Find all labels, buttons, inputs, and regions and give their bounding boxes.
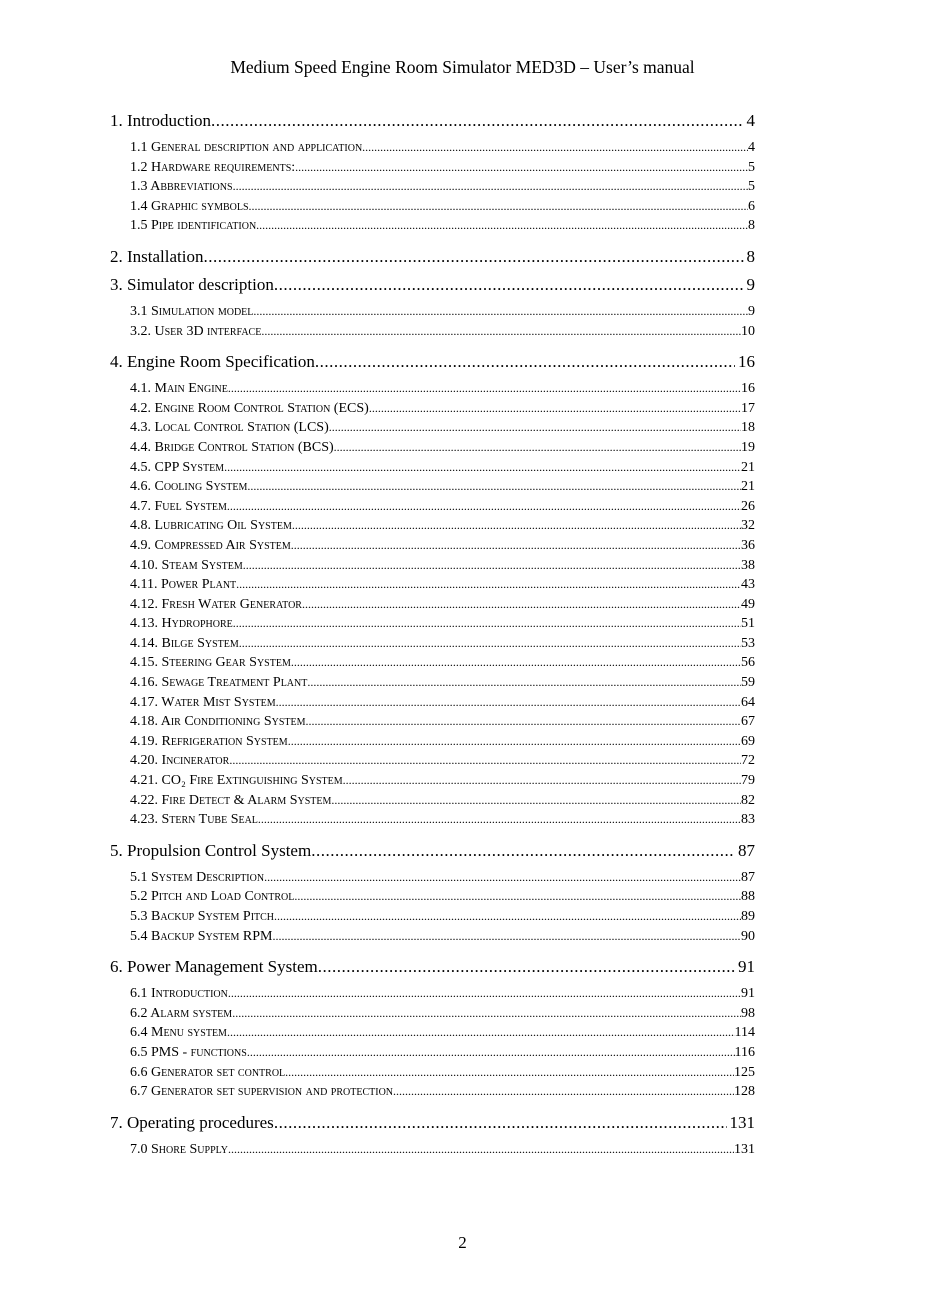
toc-entry-title: 4.19. Refrigeration System [130,733,288,749]
toc-entry-page: 91 [738,957,755,977]
toc-entry-page: 125 [734,1064,755,1080]
toc-entry-title: 1.3 Abbreviations [130,179,233,195]
toc-entry-title: 7. Operating procedures [110,1112,274,1132]
toc-entry-page: 98 [741,1005,755,1021]
toc-entry-page: 59 [741,675,755,691]
toc-entry-title: 6.1 Introduction [130,986,228,1002]
toc-section[interactable] [110,246,755,268]
dot-leader [239,634,741,654]
toc-entry-page: 131 [729,1112,755,1132]
toc-entry-title: 3. Simulator description [110,274,274,294]
dot-leader [233,614,741,634]
toc-entry-page: 82 [741,792,755,808]
toc-subsection[interactable] [130,302,755,322]
toc-entry-title: 4.21. CO₂ Fire Extinguishing System [130,773,343,789]
toc-entry-page: 114 [734,1025,755,1041]
toc-entry-page: 5 [748,179,755,195]
toc-section[interactable] [110,1112,755,1134]
toc-entry-title: 6. Power Management System [110,957,318,977]
section-gap [110,946,755,950]
toc-subsection[interactable] [130,379,755,399]
dot-leader [203,246,743,268]
toc-subsection[interactable] [130,1023,755,1043]
toc-entry-page: 21 [741,479,755,495]
toc-entry-page: 26 [741,498,755,514]
toc-section[interactable] [110,274,755,296]
dot-leader [291,536,741,556]
toc-subsection[interactable] [130,418,755,438]
toc-entry-page: 16 [741,381,755,397]
toc-subsection[interactable] [130,536,755,556]
toc-entry-page: 51 [741,616,755,632]
toc-entry-page: 4 [746,111,755,130]
dot-leader [256,216,748,236]
toc-subsection[interactable] [130,712,755,732]
toc-entry-page: 10 [741,323,755,339]
toc-entry-page: 91 [741,986,755,1002]
toc-subsection[interactable] [130,177,755,197]
toc-subsection[interactable] [130,438,755,458]
toc-entry-page: 49 [741,596,755,612]
toc-section[interactable] [110,351,755,373]
toc-subsection[interactable] [130,197,755,217]
section-gap [110,830,755,834]
toc-subsection[interactable] [130,1063,755,1083]
dot-leader [315,351,735,373]
toc-entry-title: 4.1. Main Engine [130,381,228,397]
toc-entry-title: 4.5. CPP System [130,459,225,475]
toc-entry-title: 6.6 Generator set control [130,1064,286,1080]
toc-entry-title: 2. Installation [110,246,204,266]
toc-entry-title: 6.4 Menu system [130,1025,227,1041]
toc-entry-title: 5.3 Backup System Pitch [130,909,275,924]
toc-subsection[interactable] [130,810,755,830]
dot-leader [224,458,741,478]
dot-leader [274,1112,727,1134]
toc-entry-title: 1.1 General description and application [130,140,363,155]
toc-entry-page: 83 [741,812,755,828]
toc-entry-title: 4.12. Fresh Water Generator [130,596,302,612]
toc-entry-page: 21 [741,459,755,475]
toc-subsection[interactable] [130,458,755,478]
toc-subsection[interactable] [130,653,755,673]
toc-subsection[interactable] [130,984,755,1004]
dot-leader [306,712,741,732]
toc-entry-page: 53 [741,635,755,651]
toc-entry-title: 5.4 Backup System RPM [130,928,273,944]
toc-entry-title: 4.22. Fire Detect & Alarm System [130,792,332,808]
dot-leader [253,302,748,322]
dot-leader [243,556,741,576]
dot-leader [247,1043,735,1063]
toc-entry-page: 79 [741,773,755,789]
dot-leader [285,1063,734,1083]
toc-subsection[interactable] [130,693,755,713]
table-of-contents [110,110,755,1163]
toc-entry-title: 4.17. Water Mist System [130,694,276,710]
toc-entry-title: 3.2. User 3D interface [130,323,262,339]
toc-entry-page: 64 [741,694,755,710]
dot-leader [393,1082,734,1102]
dot-leader [227,497,741,517]
dot-leader [343,771,741,791]
toc-entry-page: 19 [741,439,755,455]
toc-subsection[interactable] [130,516,755,536]
toc-entry-page: 43 [741,577,755,593]
toc-entry-title: 1. Introduction [110,111,212,130]
toc-entry-page: 90 [741,928,755,944]
toc-entry-title: 4.10. Steam System [130,557,243,573]
dot-leader [291,653,741,673]
toc-subsection[interactable] [130,138,755,158]
toc-entry-page: 67 [741,714,755,730]
toc-subsection[interactable] [130,771,755,791]
toc-entry-title: 5.1 System Description [130,869,265,885]
section-gap [110,1102,755,1106]
dot-leader [228,1140,734,1160]
toc-entry-page: 131 [734,1141,755,1157]
toc-entry-title: 4.8. Lubricating Oil System [130,518,292,534]
dot-leader [249,197,748,217]
toc-subsection[interactable] [130,322,755,342]
dot-leader [362,138,748,158]
toc-subsection[interactable] [130,868,755,888]
dot-leader [236,575,741,595]
toc-entry-title: 5.2 Pitch and Load Control [130,889,295,905]
dot-leader [232,1004,741,1024]
toc-section[interactable] [110,956,755,978]
dot-leader [272,927,741,947]
toc-subsection[interactable] [130,477,755,497]
toc-subsection[interactable] [130,732,755,752]
toc-entry-title: 5. Propulsion Control System [110,840,312,860]
toc-entry-page: 17 [741,400,755,416]
dot-leader [228,984,741,1004]
toc-entry-title: 1.5 Pipe identification [130,218,257,234]
toc-entry-page: 87 [738,840,755,860]
toc-entry-page: 56 [741,655,755,671]
toc-entry-page: 5 [748,159,755,175]
toc-entry-page: 36 [741,537,755,553]
dot-leader [318,956,735,978]
toc-entry-title: 6.7 Generator set supervision and protection [130,1084,394,1100]
toc-subsection[interactable] [130,634,755,654]
toc-subsection[interactable] [130,216,755,236]
toc-entry-page: 38 [741,557,755,573]
toc-subsection[interactable] [130,673,755,693]
dot-leader [292,516,741,536]
dot-leader [307,673,741,693]
dot-leader [334,438,741,458]
dot-leader [274,274,744,296]
toc-subsection[interactable] [130,497,755,517]
toc-entry-title: 1.4 Graphic symbols [130,198,249,214]
toc-entry-title: 6.5 PMS - functions [130,1044,247,1060]
toc-entry-title: 4.16. Sewage Treatment Plant [130,675,308,691]
toc-entry-page: 18 [741,420,755,436]
dot-leader [227,1023,735,1043]
toc-entry-title: 7.0 Shore Supply [130,1141,228,1157]
toc-entry-title: 4.11. Power Plant [130,577,237,593]
toc-entry-page: 4 [748,140,755,155]
dot-leader [331,791,741,811]
section-gap [110,341,755,345]
dot-leader [247,477,741,497]
toc-subsection[interactable] [130,927,755,947]
toc-subsection[interactable] [130,791,755,811]
toc-entry-title: 4.18. Air Conditioning System [130,714,306,730]
dot-leader [329,418,741,438]
toc-entry-title: 4.4. Bridge Control Station (BCS) [130,439,334,455]
toc-entry-title: 4.13. Hydrophore [130,616,233,632]
toc-entry-title: 4.20. Incinerator [130,753,230,769]
toc-section[interactable] [110,110,755,132]
toc-subsection[interactable] [130,595,755,615]
toc-entry-title: 4.14. Bilge System [130,635,239,651]
page-header: Medium Speed Engine Room Simulator MED3D – User’s manual [230,57,695,77]
dot-leader [274,907,741,927]
toc-subsection[interactable] [130,907,755,927]
toc-subsection[interactable] [130,1043,755,1063]
toc-entry-title: 4.3. Local Control Station (LCS) [130,420,329,436]
section-gap [110,236,755,240]
dot-leader [264,868,741,888]
dot-leader [258,810,741,830]
toc-entry-title: 4.7. Fuel System [130,498,227,514]
toc-subsection[interactable] [130,1082,755,1102]
toc-entry-page: 16 [738,352,755,372]
toc-subsection[interactable] [130,614,755,634]
toc-entry-page: 116 [734,1044,755,1060]
dot-leader [295,158,748,178]
toc-section[interactable] [110,840,755,862]
toc-entry-title: 4.15. Steering Gear System [130,655,291,671]
toc-subsection[interactable] [130,575,755,595]
toc-entry-title: 4.9. Compressed Air System [130,537,291,553]
dot-leader [211,110,743,132]
page-number: 2 [458,1233,467,1252]
dot-leader [276,693,741,713]
dot-leader [369,399,741,419]
toc-subsection[interactable] [130,751,755,771]
dot-leader [233,177,748,197]
toc-subsection[interactable] [130,1140,755,1160]
toc-entry-page: 88 [741,889,755,905]
toc-entry-title: 1.2 Hardware requirements: [130,159,296,175]
toc-entry-page: 6 [748,198,755,214]
toc-entry-page: 8 [746,246,755,266]
toc-entry-title: 3.1 Simulation model [130,303,254,319]
dot-leader [294,887,741,907]
toc-subsection[interactable] [130,887,755,907]
toc-entry-page: 32 [741,518,755,534]
toc-entry-title: 4. Engine Room Specification [110,352,315,372]
toc-subsection[interactable] [130,158,755,178]
toc-entry-page: 87 [741,869,755,885]
toc-entry-page: 72 [741,753,755,769]
toc-subsection[interactable] [130,556,755,576]
section-gap [110,1159,755,1163]
toc-entry-page: 128 [734,1084,755,1100]
toc-entry-title: 4.2. Engine Room Control Station (ECS) [130,400,369,416]
toc-entry-page: 9 [748,303,755,319]
dot-leader [229,751,741,771]
toc-entry-page: 8 [748,218,755,234]
toc-subsection[interactable] [130,1004,755,1024]
toc-subsection[interactable] [130,399,755,419]
dot-leader [288,732,741,752]
toc-entry-title: 4.23. Stern Tube Seal [130,812,258,828]
toc-entry-page: 89 [741,909,755,924]
toc-entry-page: 69 [741,733,755,749]
dot-leader [302,595,741,615]
dot-leader [261,322,741,342]
toc-entry-title: 4.6. Cooling System [130,479,248,495]
dot-leader [228,379,741,399]
dot-leader [311,840,735,862]
toc-entry-title: 6.2 Alarm system [130,1005,233,1021]
toc-entry-page: 9 [746,274,755,294]
